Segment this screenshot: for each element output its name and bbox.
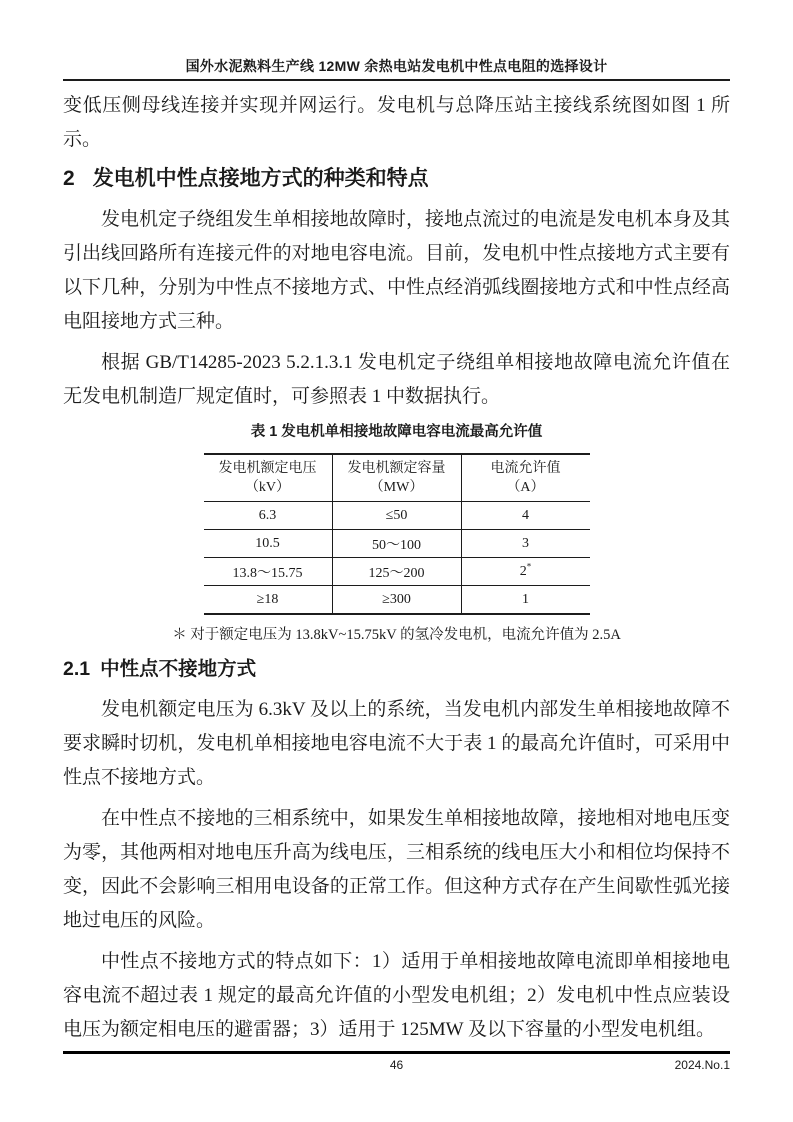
footer-rule <box>63 1051 730 1054</box>
table-footnote: ＊ 对于额定电压为 13.8kV~15.75kV 的氢冷发电机，电流允许值为 2.5A <box>172 627 621 643</box>
table-cell: 10.5 <box>204 530 333 558</box>
table-caption: 表 1 发电机单相接地故障电容电流最高允许值 <box>250 424 543 440</box>
running-title: 国外水泥熟料生产线 12MW 余热电站发电机中性点电阻的选择设计 <box>185 58 608 74</box>
paragraph-ungrounded-2: 在中性点不接地的三相系统中，如果发生单相接地故障，接地相对地电压变为零，其他两相对地电压升高为线电压，三相系统的线电压大小和相位均保持不变，因此不会影响三相用电设备的正常工作。但这种方式存在产生间歇性弧光接地过电压的风险。 <box>63 808 730 931</box>
paragraph-ungrounded-3: 中性点不接地方式的特点如下：1）适用于单相接地故障电流即单相接地电容电流不超过表 1 规定的最高允许值的小型发电机组；2）发电机中性点应装设电压为额定相电压的避雷器；3）适用于 125MW 及以下容量的小型发电机组。 <box>63 951 730 1040</box>
subsection-number: 2.1 <box>63 658 91 680</box>
table-cell: 1 <box>461 586 590 615</box>
table-head <box>204 454 590 502</box>
section-heading <box>63 164 730 194</box>
table-row <box>204 558 590 586</box>
table-1 <box>204 453 590 615</box>
page-header <box>63 57 730 81</box>
table-row <box>204 530 590 558</box>
header-rule <box>63 79 730 81</box>
paragraph-continued: 变低压侧母线连接并实现并网运行。发电机与总降压站主接线系统图如图 1 所示。 <box>63 95 730 150</box>
paragraph-overview: 发电机定子绕组发生单相接地故障时，接地点流过的电流是发电机本身及其引出线回路所有连接元件的对地电容电流。目前，发电机中性点接地方式主要有以下几种，分别为中性点不接地方式、中性点经消弧线圈接地方式和中性点经高电阻接地方式三种。 <box>63 209 730 332</box>
table-cell: 2* <box>461 558 590 586</box>
table-cell: ≤50 <box>332 502 461 530</box>
table-cell: ≥18 <box>204 586 333 615</box>
issue-number: 2024.No.1 <box>674 1058 730 1072</box>
table-cell: 4 <box>461 502 590 530</box>
subsection-title: 中性点不接地方式 <box>100 658 257 680</box>
table-column-header: 发电机额定电压 （kV） <box>204 454 333 502</box>
paragraph-ungrounded-1: 发电机额定电压为 6.3kV 及以上的系统，当发电机内部发生单相接地故障不要求瞬时切机，发电机单相接地电容电流不大于表 1 的最高允许值时，可采用中性点不接地方式。 <box>63 699 730 788</box>
page-number: 46 <box>389 1058 404 1072</box>
table-body <box>204 502 590 615</box>
page-body <box>63 89 730 1047</box>
table-cell: ≥300 <box>332 586 461 615</box>
table-cell: 13.8～15.75 <box>204 558 333 586</box>
section-number: 2 <box>63 167 75 190</box>
table-column-header: 电流允许值 （A） <box>461 454 590 502</box>
section-title: 发电机中性点接地方式的种类和特点 <box>92 167 429 190</box>
table-cell: 50～100 <box>332 530 461 558</box>
table-cell: 3 <box>461 530 590 558</box>
table-column-header: 发电机额定容量 （MW） <box>332 454 461 502</box>
table-row <box>204 502 590 530</box>
table-cell: 6.3 <box>204 502 333 530</box>
page-footer <box>63 1051 730 1073</box>
table-cell: 125～200 <box>332 558 461 586</box>
paragraph-standard-reference: 根据 GB/T14285-2023 5.2.1.3.1 发电机定子绕组单相接地故障电流允许值在无发电机制造厂规定值时，可参照表 1 中数据执行。 <box>63 352 730 407</box>
footer-row <box>63 1057 730 1073</box>
table-header-row <box>204 454 590 502</box>
table-row <box>204 586 590 615</box>
subsection-heading <box>63 654 730 684</box>
